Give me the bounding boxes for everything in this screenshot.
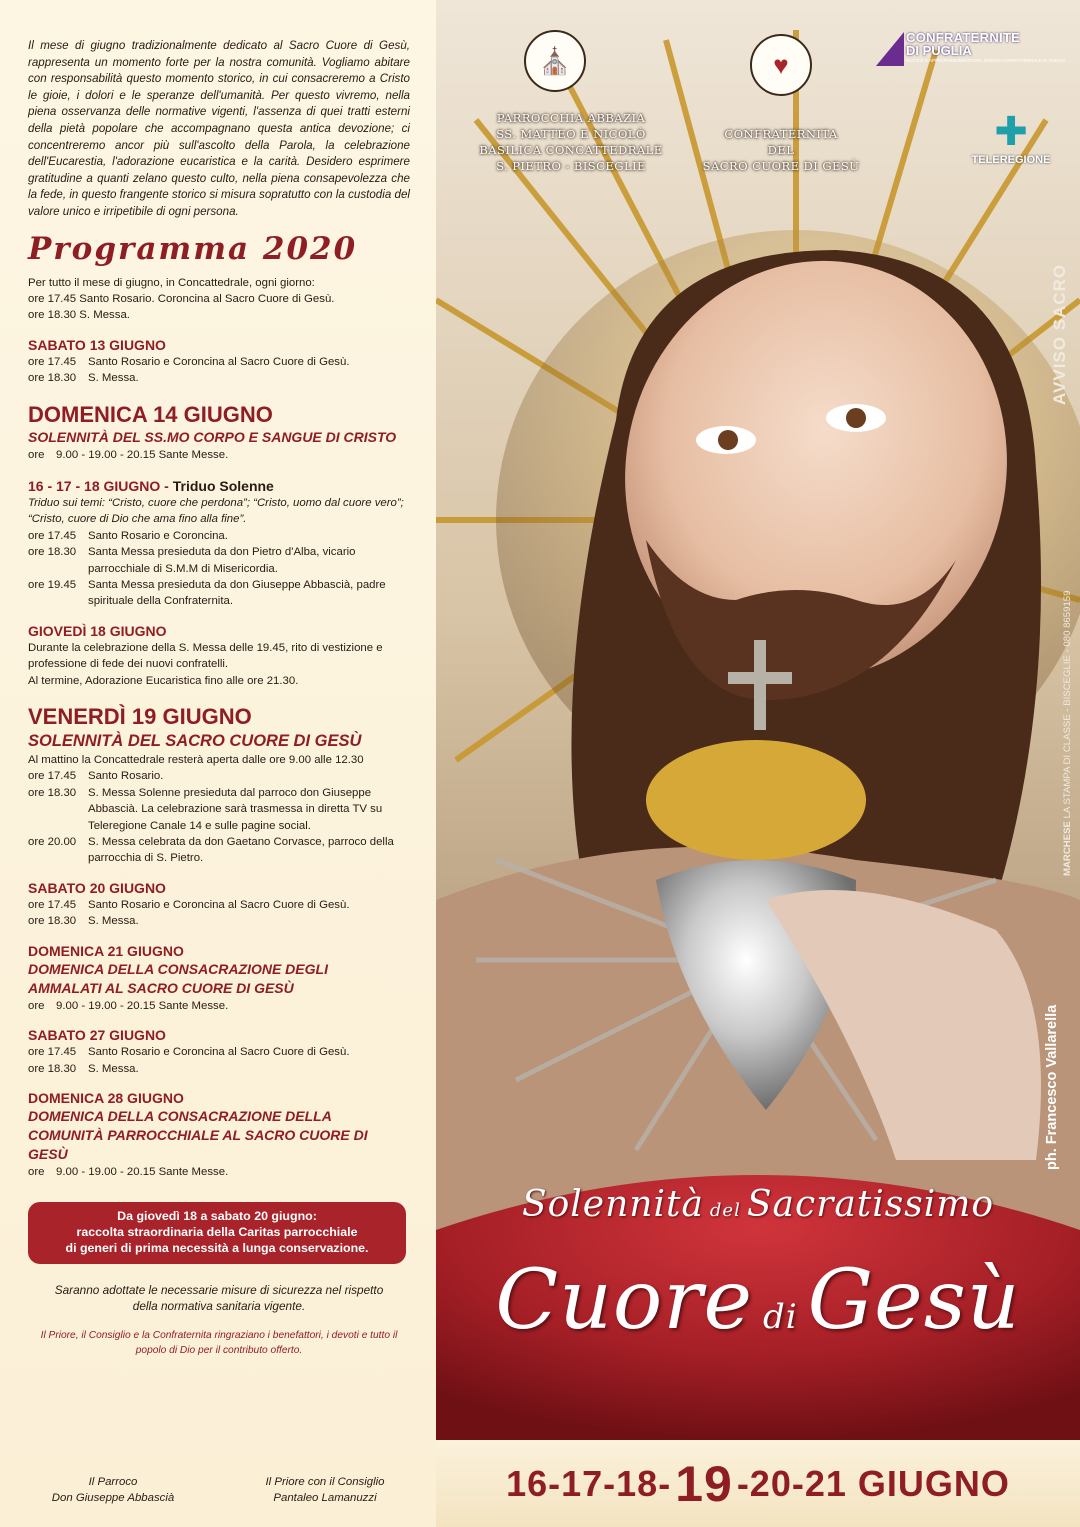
signature-role: Il Parroco [88, 1476, 138, 1488]
parish-name [466, 110, 676, 174]
parish-line: SS. MATTEO E NICOLÒ [496, 127, 646, 141]
title-word: Gesù [807, 1253, 1021, 1348]
event: Santo Rosario e Coroncina al Sacro Cuore di Gesù. [88, 898, 350, 911]
time: ore 18.30 [28, 915, 77, 928]
dates-bar [436, 1440, 1080, 1527]
parish-line: PARROCCHIA ABBAZIA [496, 111, 646, 125]
time: ore 17.45 [28, 770, 77, 783]
logo-line: CONFRATERNITE [906, 30, 1021, 45]
time: ore [28, 448, 45, 461]
time: ore 17.45 [28, 355, 77, 368]
schedule-dom14 [28, 401, 410, 463]
triangle-icon [876, 32, 906, 68]
schedule-row [28, 1164, 410, 1180]
poster-image [436, 0, 1080, 1527]
confraternity-line: CONFRATERNITA [724, 127, 838, 141]
confraternity-line: DEL [767, 143, 795, 157]
event: S. Messa. [88, 915, 139, 928]
caritas-notice [28, 1202, 406, 1264]
title-word: Solennità [521, 1184, 704, 1225]
logo-line: DI PUGLIA [906, 43, 972, 58]
event: S. Messa celebrata da don Gaetano Corvasce, parroco della parrocchia di S. Pietro. [88, 836, 394, 865]
avviso-sacro-label: AVVISO SACRO [1050, 263, 1069, 405]
day-heading: DOMENICA 14 GIUGNO [28, 401, 273, 427]
signature-parroco [28, 1474, 198, 1506]
event: 9.00 - 19.00 - 20.15 Sante Messe. [56, 999, 229, 1012]
solemnity: SOLENNITÀ DEL SACRO CUORE DI GESÙ [28, 732, 362, 751]
time: ore 20.00 [28, 836, 77, 849]
triduo-label: Triduo Solenne [172, 477, 274, 494]
caritas-line: raccolta straordinaria della Caritas parrocchiale [76, 1225, 358, 1240]
event: 9.00 - 19.00 - 20.15 Sante Messe. [56, 1165, 229, 1178]
event-text: Durante la celebrazione della S. Messa delle 19.45, rito di vestizione e professione di fede dei nuovi confratelli. [28, 641, 383, 671]
confraternity-name [686, 126, 876, 174]
schedule-row [28, 998, 410, 1014]
time: ore [28, 999, 45, 1012]
schedule-row [28, 1044, 410, 1060]
event: Santa Messa presieduta da don Pietro d'Alba, vicario parrocchiale di S.M.M di Misericordia. [88, 546, 356, 575]
caritas-line: Da giovedì 18 a sabato 20 giugno: [117, 1209, 317, 1224]
parish-line: BASILICA CONCATTEDRALE [479, 143, 663, 157]
signature-name: Pantaleo Lamanuzzi [273, 1492, 377, 1504]
dates-main: 19 [675, 1455, 733, 1512]
day-heading: SABATO 27 GIUGNO [28, 1027, 166, 1044]
schedule-row [28, 834, 410, 867]
schedule-row [28, 785, 410, 834]
header-logos [436, 0, 1080, 190]
solemnity: SOLENNITÀ DEL SS.MO CORPO E SANGUE DI CRISTO [28, 428, 397, 445]
printer-credit [1062, 591, 1073, 876]
event: Santa Messa presieduta da don Giuseppe Abbascià, padre spirituale della Confraternita. [88, 579, 386, 608]
signatures [28, 1474, 410, 1506]
printer-info: LA STAMPA DI CLASSE - BISCEGLIE - 080 8659159 [1062, 590, 1073, 822]
time: ore [28, 1165, 45, 1178]
confraternity-seal-icon: ♥ [750, 34, 812, 96]
schedule-row [28, 768, 410, 784]
schedule-row [28, 577, 410, 610]
program-title: Programma 2020 [28, 230, 358, 267]
day-heading [28, 477, 410, 495]
signature-role: Il Priore con il Consiglio [265, 1476, 385, 1488]
schedule-triduo [28, 477, 410, 610]
event: S. Messa Solenne presieduta dal parroco don Giuseppe Abbascià. La celebrazione sarà trasmessa in diretta TV su Teleregione Canale 14 e sulle pagine social. [88, 786, 383, 832]
printer-name: MARCHESE [1062, 821, 1073, 876]
time: ore 17.45 [28, 898, 77, 911]
solemnity: COMUNITÀ PARROCCHIALE AL SACRO CUORE DI GESÙ [28, 1126, 368, 1162]
parish-line: S. PIETRO - BISCEGLIE [496, 159, 646, 173]
title-word: Sacratissimo [746, 1184, 995, 1225]
solemnity: DOMENICA DELLA CONSACRAZIONE DELLA [28, 1107, 332, 1124]
thanks-notice: Il Priore, il Consiglio e la Confraternita ringraziano i benefattori, i devoti e tutto il popolo di Dio per il contributo offerto. [40, 1330, 398, 1357]
schedule-row [28, 1061, 410, 1077]
title-banner [436, 1140, 1080, 1527]
schedule-row [28, 370, 410, 386]
dates-post: -20-21 GIUGNO [736, 1462, 1010, 1504]
title-word: Cuore [495, 1253, 754, 1348]
parish-seal-icon: ⛪ [524, 30, 586, 92]
day-heading: DOMENICA 28 GIUGNO [28, 1089, 184, 1106]
title-word: di [763, 1297, 798, 1337]
day-heading: SABATO 13 GIUGNO [28, 336, 166, 353]
schedule-row [28, 447, 410, 463]
day-heading: VENERDÌ 19 GIUGNO [28, 704, 252, 730]
day-heading: GIOVEDÌ 18 GIUGNO [28, 622, 167, 639]
logo-tagline: NOTIZIE E APPROFONDIMENTI DEL MONDO CONFRATERNALE DI PUGLIA [906, 58, 1066, 63]
event: Santo Rosario e Coroncina. [88, 529, 228, 542]
general-schedule [28, 275, 410, 324]
solemnity: DOMENICA DELLA CONSACRAZIONE DEGLI [28, 960, 328, 977]
program-column [0, 0, 436, 1527]
signature-name: Don Giuseppe Abbascià [51, 1492, 175, 1504]
schedule-row [28, 913, 410, 929]
caritas-line: di generi di prima necessità a lunga conservazione. [65, 1241, 369, 1256]
time: ore 18.30 [28, 546, 77, 559]
triduo-dates: 16 - 17 - 18 GIUGNO - [28, 477, 173, 494]
event: Santo Rosario e Coroncina al Sacro Cuore di Gesù. [88, 355, 350, 368]
time: ore 18.30 [28, 1062, 77, 1075]
event: Santo Rosario. [88, 770, 164, 783]
schedule-sab20 [28, 879, 410, 930]
signature-priore [240, 1474, 410, 1506]
event: S. Messa. [88, 372, 139, 385]
title-word: del [709, 1200, 741, 1221]
day-heading: DOMENICA 21 GIUGNO [28, 942, 184, 959]
solemnity: AMMALATI AL SACRO CUORE DI GESÙ [28, 979, 294, 996]
schedule-row [28, 544, 410, 577]
teleregione-logo [956, 110, 1066, 166]
time: ore 19.45 [28, 579, 77, 591]
schedule-sab13 [28, 336, 410, 387]
teleregione-mark-icon: ✚ [994, 110, 1028, 154]
event: 9.00 - 19.00 - 20.15 Sante Messe. [56, 448, 229, 461]
schedule-dom28 [28, 1089, 410, 1180]
title-line-2 [436, 1246, 1080, 1372]
dates-pre: 16-17-18- [506, 1462, 672, 1504]
schedule-gio18 [28, 622, 410, 689]
confraternite-di-puglia-logo [876, 30, 1066, 70]
general-line: ore 17.45 Santo Rosario. Coroncina al Sacro Cuore di Gesù. [28, 292, 335, 305]
schedule-row [28, 528, 410, 544]
schedule-sab27 [28, 1026, 410, 1077]
time: ore 18.30 [28, 372, 77, 385]
triduo-themes: Triduo sui temi: “Cristo, cuore che perdona”; “Cristo, uomo dal cuore vero”; “Cristo, cuore di Dio che ama fino alla fine”. [28, 496, 404, 526]
title-line-1 [436, 1184, 1080, 1225]
event-text: Al termine, Adorazione Eucaristica fino alle ore 21.30. [28, 674, 299, 687]
event-text: Al mattino la Concattedrale resterà aperta dalle ore 9.00 alle 12.30 [28, 754, 364, 767]
schedule-ven19 [28, 703, 410, 867]
general-line: Per tutto il mese di giugno, in Concattedrale, ogni giorno: [28, 276, 315, 289]
intro-paragraph: Il mese di giugno tradizionalmente dedicato al Sacro Cuore di Gesù, rappresenta un momento forte per la nostra comunità. Vogliamo abitare con responsabilità questo momento storico, in cui consacreremo a Cristo le gioie, i dolori e le speranze dell'umanità. Per questo vivremo, nella piena osservanza delle normative vigenti, l'assenza di quei tratti esterni della pietà popolare che accompagnano questa antica devozione; ci concentreremo ancor più sull'ascolto della Parola, la celebrazione dell'Eucarestia, l'adorazione eucaristica e la carità. Desidero esprimere gratitudine a quanti zelano questo culto, nella piena consapevolezza che la fede, in questo frangente storico si misura sopratutto con la custodia del valore unico e irripetibile di ogni persona. [28, 39, 410, 218]
time: ore 18.30 [28, 786, 77, 799]
schedule-dom21 [28, 942, 410, 1014]
event: S. Messa. [88, 1062, 139, 1075]
confraternity-line: SACRO CUORE DI GESÙ [702, 159, 860, 173]
day-heading: SABATO 20 GIUGNO [28, 879, 166, 896]
time: ore 17.45 [28, 529, 77, 542]
safety-notice: Saranno adottate le necessarie misure di sicurezza nel rispetto della normativa sanitaria vigente. [54, 1283, 384, 1314]
time: ore 17.45 [28, 1046, 77, 1059]
photographer-credit: ph. Francesco Vallarella [1044, 1004, 1060, 1170]
event: Santo Rosario e Coroncina al Sacro Cuore di Gesù. [88, 1046, 350, 1059]
schedule-row [28, 354, 410, 370]
teleregione-text: TELEREGIONE [971, 154, 1051, 166]
schedule-row [28, 897, 410, 913]
general-line: ore 18.30 S. Messa. [28, 309, 130, 322]
